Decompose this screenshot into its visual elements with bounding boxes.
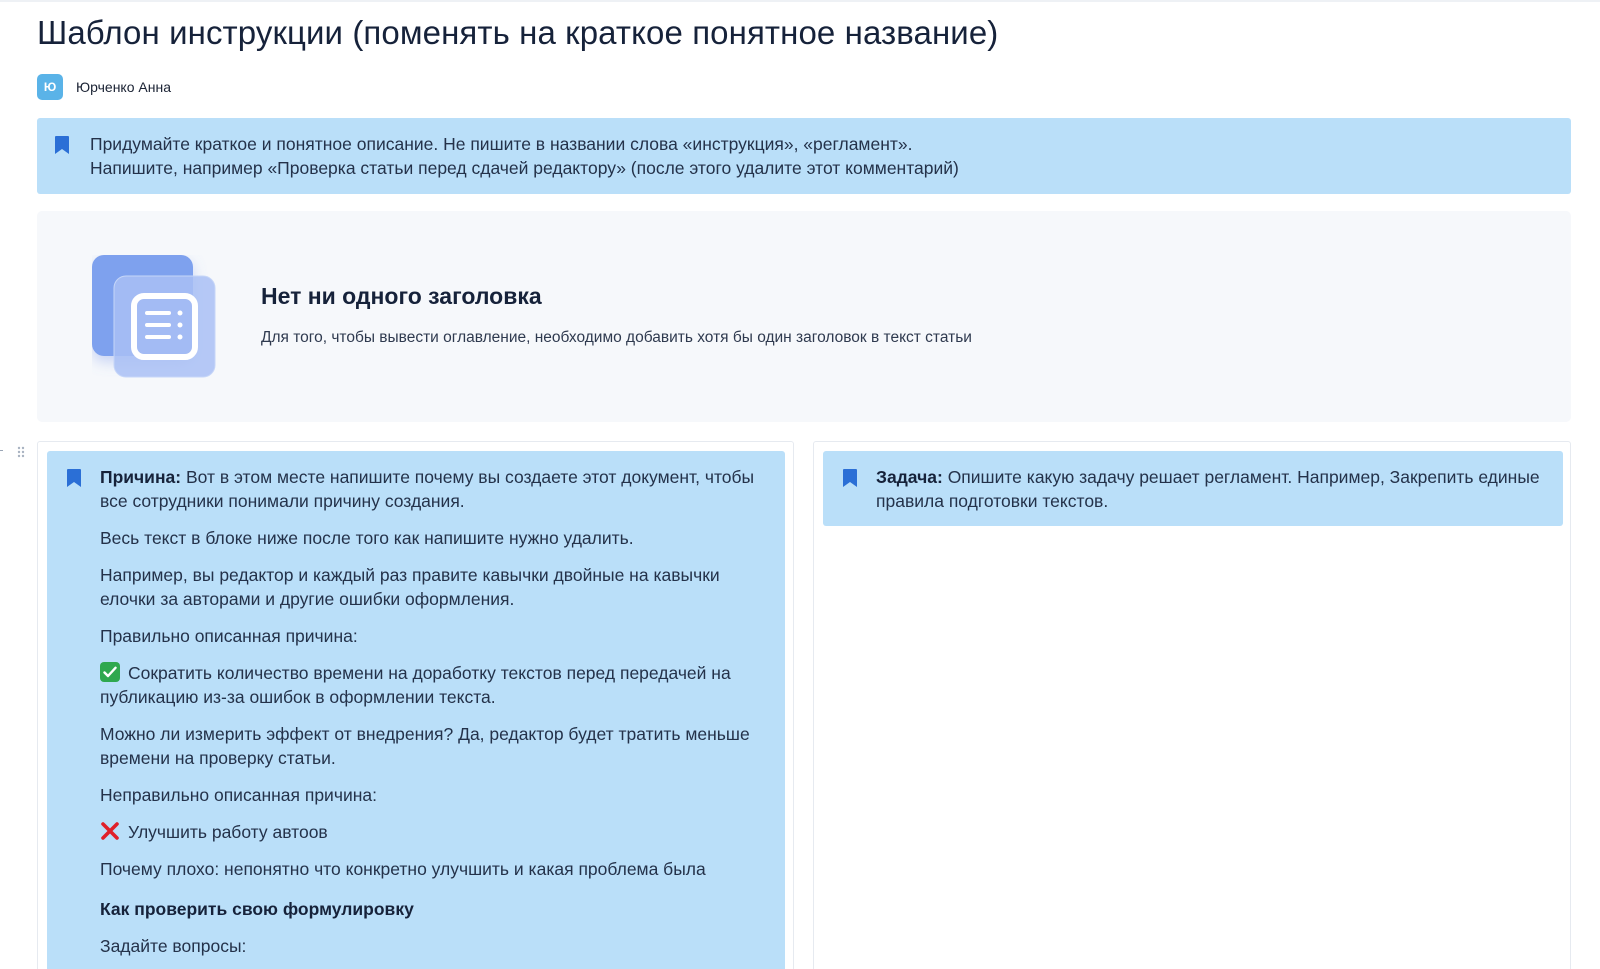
reason-intro-text: Вот в этом месте напишите почему вы создаете этот документ, чтобы все сотрудники понимали причину создания. [100,467,755,511]
author[interactable] [37,74,171,100]
page-title[interactable]: Шаблон инструкции (поменять на краткое понятное название) [37,14,999,51]
paragraph: Правильно описанная причина: [100,626,358,646]
bookmark-icon [843,469,857,487]
task-label: Задача: [876,467,943,487]
document-list-icon [92,255,218,379]
paragraph: Весь текст в блоке ниже после того как напишите нужно удалить. [100,528,634,548]
toc-empty-description: Для того, чтобы вывести оглавление, необходимо добавить хотя бы один заголовок в текст статьи [261,329,972,346]
task-text [876,465,1549,513]
drag-marker [0,450,3,451]
paragraph: Неправильно описанная причина: [100,785,377,805]
good-example [100,661,771,709]
cross-mark-emoji [100,821,120,841]
check-heading [100,897,771,921]
bookmark-icon [55,136,69,154]
paragraph: Почему плохо: непонятно что конкретно улучшить и какая проблема была [100,859,706,879]
column-right[interactable] [813,441,1571,969]
bad-example-text: Улучшить работу автоов [128,822,328,842]
note-line-2: Напишите, например «Проверка статьи перед сдачей редактору» (после этого удалите этот комментарий) [90,158,959,178]
task-callout[interactable] [823,451,1563,526]
bookmark-icon [67,469,81,487]
reason-label: Причина: [100,467,182,487]
paragraph: Можно ли измерить эффект от внедрения? Да, редактор будет тратить меньше времени на проверку статьи. [100,724,750,768]
drag-handle-icon[interactable] [17,446,25,458]
check-heading-text: Как проверить свою формулировку [100,899,414,919]
avatar[interactable]: Ю [37,74,63,100]
toc-empty-heading: Нет ни одного заголовка [261,283,542,309]
column-left[interactable] [37,441,794,969]
top-divider [0,0,1600,2]
task-body: Опишите какую задачу решает регламент. Например, Закрепить единые правила подготовки текстов. [876,467,1540,511]
reason-callout[interactable] [47,451,785,969]
note-line-1: Придумайте краткое и понятное описание. Не пишите в названии слова «инструкция», «регламент». [90,134,913,154]
author-name[interactable]: Юрченко Анна [76,79,171,95]
bad-example [100,820,771,844]
check-mark-button-emoji [100,662,120,682]
info-callout[interactable] [37,118,1571,194]
paragraph: Например, вы редактор и каждый раз правите кавычки двойные на кавычки елочки за авторами и другие ошибки оформления. [100,565,720,609]
paragraph: Задайте вопросы: [100,936,247,956]
reason-intro [100,465,771,513]
table-of-contents [37,211,1571,422]
good-example-text: Сократить количество времени на доработку текстов перед передачей на публикацию из-за ошибок в оформлении текста. [100,663,731,707]
